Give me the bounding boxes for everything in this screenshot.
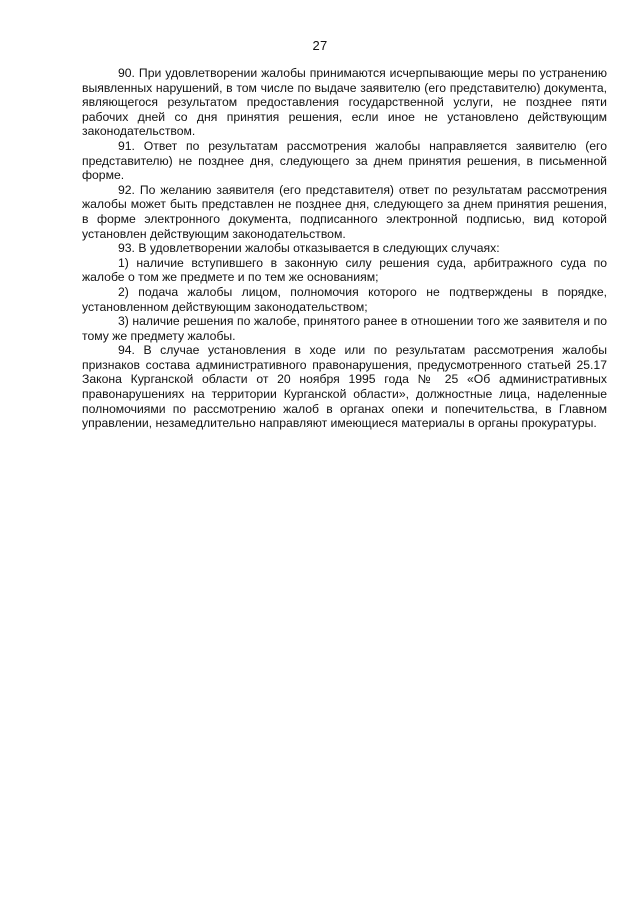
- paragraph-93-item-2: 2) подача жалобы лицом, полномочия которого не подтверждены в порядке, установленном действующим законодательством;: [82, 284, 607, 314]
- paragraph-92: 92. По желанию заявителя (его представителя) ответ по результатам рассмотрения жалобы может быть представлен не позднее дня, следующего за днем принятия решения, в форме электронного документа, подписанного электронной подписью, вид которой установлен действующим законодательством.: [82, 182, 607, 241]
- paragraph-93: 93. В удовлетворении жалобы отказывается в следующих случаях:: [118, 241, 500, 256]
- page-number: 27: [312, 38, 328, 53]
- paragraph-93-item-1: 1) наличие вступившего в законную силу решения суда, арбитражного суда по жалобе о том же предмете и по тем же основаниям;: [82, 255, 607, 285]
- paragraph-90: 90. При удовлетворении жалобы принимаются исчерпывающие меры по устранению выявленных нарушений, в том числе по выдаче заявителю (его представителю) документа, являющегося результатом предоставления государственной услуги, не позднее пяти рабочих дней со дня принятия решения, если иное не установлено действующим законодательством.: [82, 66, 607, 139]
- paragraph-91: 91. Ответ по результатам рассмотрения жалобы направляется заявителю (его представителю) не позднее дня, следующего за днем принятия решения, в письменной форме.: [82, 138, 607, 183]
- document-body: [82, 66, 607, 431]
- paragraph-94: 94. В случае установления в ходе или по результатам рассмотрения жалобы признаков состава административного правонарушения, предусмотренного статьей 25.17 Закона Курганской области от 20 ноября 1995 года № 25 «Об административных правонарушениях на территории Курганской области», должностные лица, наделенные полномочиями по рассмотрению жалоб в органах опеки и попечительства, в Главном управлении, незамедлительно направляют имеющиеся материалы в органы прокуратуры.: [82, 343, 607, 431]
- paragraph-93-item-3: 3) наличие решения по жалобе, принятого ранее в отношении того же заявителя и по тому же предмету жалобы.: [82, 314, 607, 343]
